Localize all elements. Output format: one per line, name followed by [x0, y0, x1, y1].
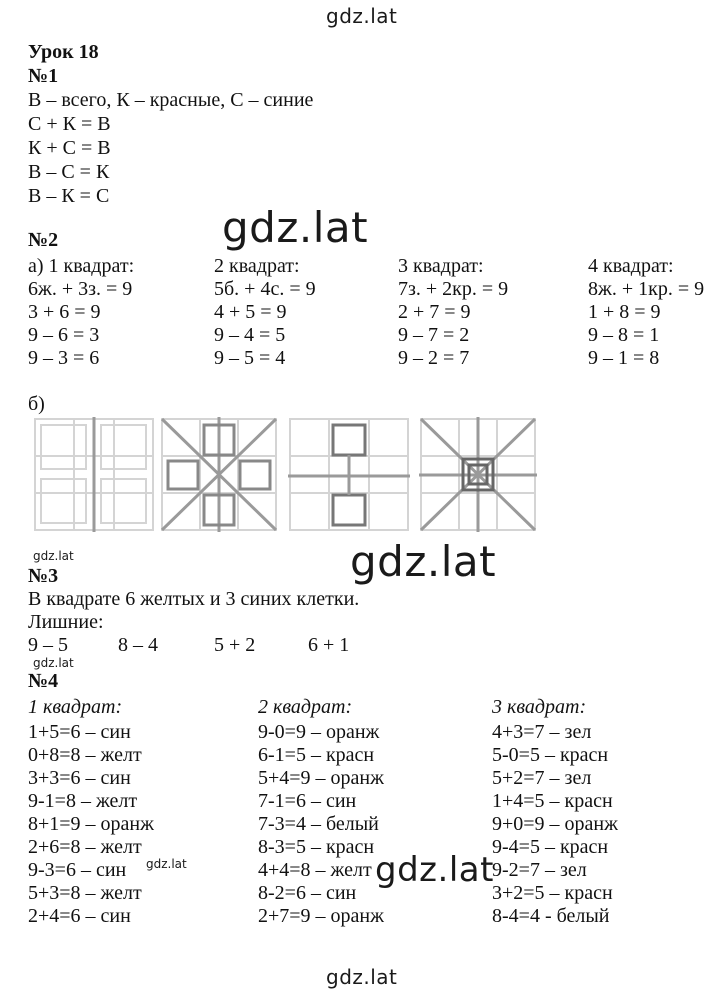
grid-figure-4 — [419, 417, 537, 532]
ex4-col1-line: 9-3=6 – син — [28, 859, 127, 881]
ex4-col1-line: 2+6=8 – желт — [28, 836, 142, 858]
ex1-line: В – С = К — [28, 161, 110, 183]
ex2-col2-line: 5б. + 4с. = 9 — [214, 278, 316, 300]
ex4-col3-line: 1+4=5 – красн — [492, 790, 613, 812]
ex1-line: В – К = С — [28, 185, 110, 207]
ex2-col4-line: 9 – 1 = 8 — [588, 347, 660, 369]
ex4-col3-line: 3+2=5 – красн — [492, 882, 613, 904]
ex2-col3-line: 9 – 2 = 7 — [398, 347, 470, 369]
ex3-extra-item: 6 + 1 — [308, 634, 350, 656]
watermark-bottom: gdz.lat — [326, 965, 398, 989]
ex2-part-b-label: б) — [28, 393, 45, 415]
ex4-col3-line: 5-0=5 – красн — [492, 744, 609, 766]
ex4-col2-line: 9-0=9 – оранж — [258, 721, 380, 743]
ex2-col3-line: 9 – 7 = 2 — [398, 324, 470, 346]
ex4-col3-line: 9-2=7 – зел — [492, 859, 587, 881]
ex4-col1-line: 1+5=6 – син — [28, 721, 131, 743]
ex4-col3-title: 3 квадрат: — [492, 696, 587, 718]
ex2-col3-line: 7з. + 2кр. = 9 — [398, 278, 509, 300]
watermark-top: gdz.lat — [326, 4, 398, 28]
exercise-1-number: №1 — [28, 65, 59, 87]
ex3-text: В квадрате 6 желтых и 3 синих клетки. — [28, 588, 360, 610]
grid-figure-1 — [33, 417, 155, 532]
grid-figure-3 — [288, 417, 410, 532]
ex4-col2-line: 7-3=4 – белый — [258, 813, 379, 835]
ex4-col2-line: 2+7=9 – оранж — [258, 905, 384, 927]
ex4-col3-line: 4+3=7 – зел — [492, 721, 592, 743]
ex4-col1-line: 2+4=6 – син — [28, 905, 131, 927]
ex4-col2-line: 5+4=9 – оранж — [258, 767, 384, 789]
ex2-col4-title: 4 квадрат: — [588, 255, 674, 277]
ex4-col1-line: 5+3=8 – желт — [28, 882, 142, 904]
ex4-col3-line: 8-4=4 - белый — [492, 905, 610, 927]
ex4-col3-line: 5+2=7 – зел — [492, 767, 592, 789]
ex2-col3-title: 3 квадрат: — [398, 255, 484, 277]
ex2-col1-line: 3 + 6 = 9 — [28, 301, 101, 323]
watermark-small: gdz.lat — [33, 656, 74, 670]
ex4-col3-line: 9+0=9 – оранж — [492, 813, 618, 835]
ex4-col2-line: 8-2=6 – син — [258, 882, 357, 904]
ex4-col1-line: 0+8=8 – желт — [28, 744, 142, 766]
ex1-line: В – всего, К – красные, С – синие — [28, 89, 314, 111]
ex1-line: С + К = В — [28, 113, 111, 135]
ex2-col2-line: 9 – 4 = 5 — [214, 324, 286, 346]
ex3-extra-item: 9 – 5 — [28, 634, 68, 656]
ex2-col4-line: 1 + 8 = 9 — [588, 301, 661, 323]
ex4-col2-line: 8-3=5 – красн — [258, 836, 375, 858]
ex3-extra-label: Лишние: — [28, 611, 104, 633]
ex2-col2-line: 9 – 5 = 4 — [214, 347, 286, 369]
ex4-col2-title: 2 квадрат: — [258, 696, 353, 718]
ex2-col1-title: а) 1 квадрат: — [28, 255, 135, 277]
ex4-col1-line: 8+1=9 – оранж — [28, 813, 154, 835]
ex2-col4-line: 9 – 8 = 1 — [588, 324, 660, 346]
grid-figure-2 — [160, 417, 278, 532]
ex2-col2-title: 2 квадрат: — [214, 255, 300, 277]
ex3-extra-item: 8 – 4 — [118, 634, 158, 656]
ex2-col1-line: 6ж. + 3з. = 9 — [28, 278, 133, 300]
watermark-large: gdz.lat — [375, 850, 494, 890]
exercise-2-number: №2 — [28, 229, 59, 251]
ex4-col1-line: 3+3=6 – син — [28, 767, 131, 789]
ex1-line: К + С = В — [28, 137, 111, 159]
lesson-title: Урок 18 — [28, 41, 99, 63]
watermark-large: gdz.lat — [222, 203, 369, 252]
ex2-col3-line: 2 + 7 = 9 — [398, 301, 471, 323]
watermark-small: gdz.lat — [146, 857, 187, 871]
ex4-col1-title: 1 квадрат: — [28, 696, 123, 718]
ex4-col1-line: 9-1=8 – желт — [28, 790, 138, 812]
ex4-col2-line: 4+4=8 – желт — [258, 859, 372, 881]
watermark-large: gdz.lat — [350, 537, 497, 586]
ex2-col4-line: 8ж. + 1кр. = 9 — [588, 278, 705, 300]
exercise-3-number: №3 — [28, 565, 59, 587]
ex2-col2-line: 4 + 5 = 9 — [214, 301, 287, 323]
ex3-extra-item: 5 + 2 — [214, 634, 256, 656]
ex4-col2-line: 7-1=6 – син — [258, 790, 357, 812]
ex4-col3-line: 9-4=5 – красн — [492, 836, 609, 858]
exercise-4-number: №4 — [28, 670, 59, 692]
ex4-col2-line: 6-1=5 – красн — [258, 744, 375, 766]
ex2-col1-line: 9 – 6 = 3 — [28, 324, 100, 346]
watermark-small: gdz.lat — [33, 549, 74, 563]
ex2-col1-line: 9 – 3 = 6 — [28, 347, 100, 369]
